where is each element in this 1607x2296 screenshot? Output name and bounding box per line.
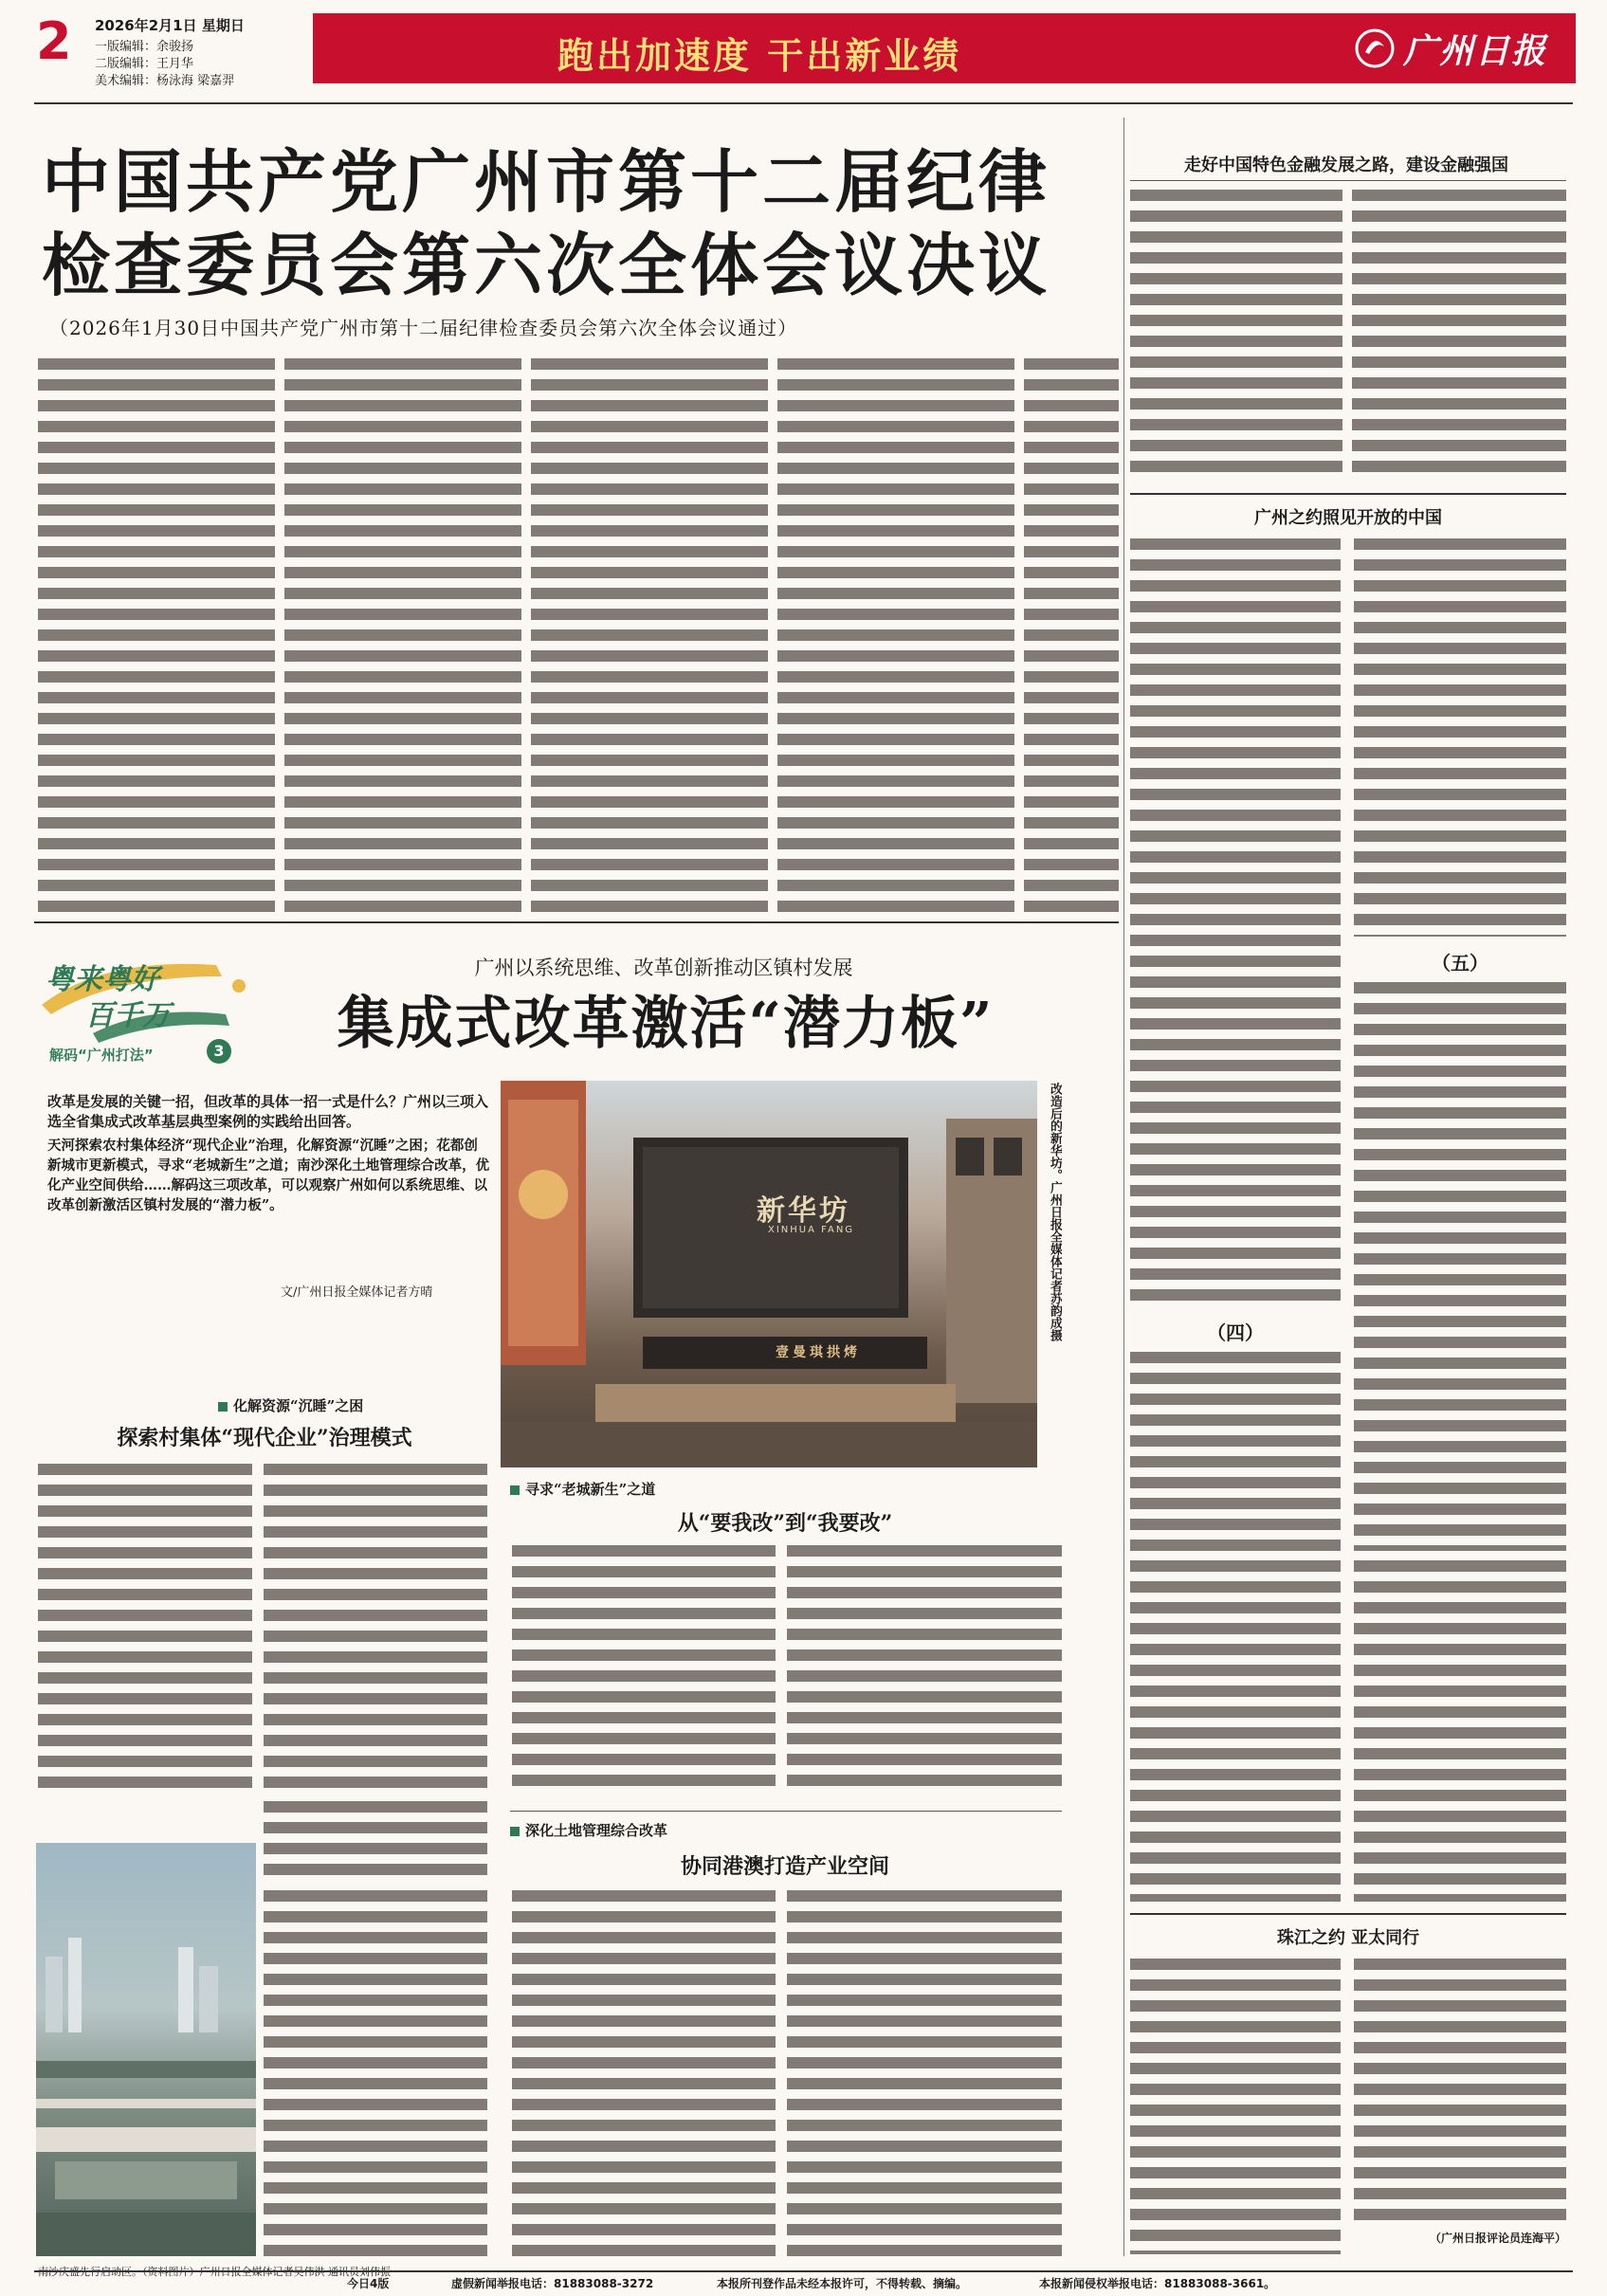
section2-title: 从“要我改”到“我要改”	[677, 1511, 893, 1536]
footer-hotline: 虚假新闻举报电话：81883088-3272	[451, 2277, 654, 2290]
photo1-sign: 新华坊	[757, 1194, 850, 1228]
photo1-shop-sign: 壹曼琪拱烤	[776, 1345, 861, 1360]
photo2-caption: 南沙庆盛先行启动区。（资料图片）广州日报全媒体记者吴伟洪 通讯员刘伟振	[38, 2266, 391, 2278]
section-four-heading: （四）	[1207, 1321, 1264, 1344]
badge-line-1: 粤来粤好	[46, 963, 159, 996]
main-body-col-2	[284, 358, 521, 912]
section1-body-col-1	[38, 1464, 252, 1792]
opening-body-col-a3	[1354, 982, 1566, 1551]
section3-body-col-1	[512, 1890, 776, 2256]
date-line: 2026年2月1日 星期日	[95, 17, 245, 34]
photo-nansha	[36, 1843, 256, 2256]
section3-kicker: 深化土地管理综合改革	[510, 1820, 667, 1840]
commentary-author: （广州日报评论员连海平）	[1429, 2232, 1566, 2245]
opening-body-col-a4	[1130, 1352, 1341, 1902]
finance-title: 走好中国特色金融发展之路，建设金融强国	[1184, 155, 1508, 175]
section1-title: 探索村集体“现代企业”治理模式	[117, 1426, 412, 1450]
main-body-col-5	[1024, 358, 1119, 912]
paper-logo-emblem-icon	[1354, 27, 1396, 69]
section1-marker-icon	[218, 1402, 228, 1412]
section3-title: 协同港澳打造产业空间	[680, 1854, 889, 1879]
commentary-body-col-2	[1354, 1959, 1566, 2220]
feature-byline: 文/广州日报全媒体记者方晴	[281, 1285, 433, 1300]
section3-marker-icon	[510, 1827, 520, 1836]
section2-marker-icon	[510, 1485, 520, 1495]
main-body-col-3	[531, 358, 768, 912]
photo1-sign-sub: XINHUA FANG	[768, 1225, 855, 1235]
section2-kicker: 寻求“老城新生”之道	[510, 1479, 655, 1499]
opening-title: 广州之约照见开放的中国	[1254, 508, 1442, 528]
lead-intro: 改革是发展的关键一招，但改革的具体一招一式是什么？广州以三项入选全省集成式改革基层典型案例的实践给出回答。	[47, 1093, 489, 1130]
commentary-body-col-1	[1130, 1959, 1341, 2254]
section2-body-col-2	[787, 1545, 1062, 1795]
badge-line-2: 百千万	[85, 999, 171, 1032]
section-five-heading: （五）	[1432, 952, 1488, 975]
commentary-title: 珠江之约 亚太同行	[1276, 1928, 1420, 1948]
feature-badge	[36, 948, 254, 1081]
lead-body: 天河探索农村集体经济“现代企业”治理，化解资源“沉睡”之困；花都创新城市更新模式，寻求“老城新生”之道；南沙深化土地管理综合改革，优化产业空间供给……解码这三项改革，可以观察广州如何以系统思维、以改革创新激活区镇村发展的“潜力板”。	[47, 1138, 490, 1213]
photo-xinhuafang	[501, 1081, 1037, 1467]
photo1-caption: 改造后的新华坊。广州日报全媒体记者苏韵成摄	[1048, 1083, 1062, 1341]
main-body-col-1	[38, 358, 275, 912]
section1-kicker: 化解资源“沉睡”之困	[218, 1395, 363, 1415]
nansha-aerial-image	[36, 1843, 256, 2256]
xinhuafang-scene-image	[501, 1081, 1037, 1467]
footer-copyright: 本报所刊登作品未经本报许可，不得转载、摘编。	[717, 2277, 968, 2290]
section3-body-col-2	[787, 1890, 1062, 2256]
main-body-col-4	[777, 358, 1014, 912]
main-subtitle: （2026年1月30日中国共产党广州市第十二届纪律检查委员会第六次全体会议通过）	[49, 317, 798, 339]
editor-line-3: 美术编辑：杨泳海 梁嘉羿	[95, 74, 235, 88]
feature-headline: 集成式改革激活“潜力板”	[337, 991, 995, 1057]
paper-logo	[1354, 21, 1562, 76]
feature-lead	[47, 1092, 491, 1215]
footer-infringement: 本报新闻侵权举报电话：81883088-3661。	[1039, 2277, 1276, 2290]
page-number: 2	[36, 11, 72, 71]
main-title-line-2: 检查委员会第六次全体会议决议	[42, 225, 1051, 305]
main-title-line-1: 中国共产党广州市第十二届纪律	[42, 141, 1051, 222]
badge-series: 解码“广州打法”	[49, 1047, 154, 1064]
finance-body-col-2	[1352, 190, 1566, 482]
opening-body-col-a2	[1354, 538, 1566, 937]
section1-body-col-3	[264, 1801, 487, 1881]
finance-body-col-1	[1130, 190, 1342, 482]
footer-pages: 今日4版	[347, 2277, 390, 2290]
section1-body-col-4	[264, 1890, 487, 2256]
editor-line-1: 一版编辑：余骏扬	[95, 40, 194, 54]
paper-name: 广州日报	[1403, 31, 1548, 71]
badge-number: 3	[207, 1039, 231, 1064]
feature-kicker: 广州以系统思维、改革创新推动区镇村发展	[474, 957, 853, 979]
editor-line-2: 二版编辑：王月华	[95, 57, 194, 71]
masthead	[0, 0, 1607, 106]
footer	[34, 2275, 1573, 2294]
section2-body-col-1	[512, 1545, 776, 1795]
section1-body-col-2	[264, 1464, 487, 1792]
slogan: 跑出加速度 干出新业绩	[557, 35, 962, 77]
opening-body-col-a1	[1130, 538, 1341, 1306]
opening-body-col-a5	[1354, 1560, 1566, 1902]
